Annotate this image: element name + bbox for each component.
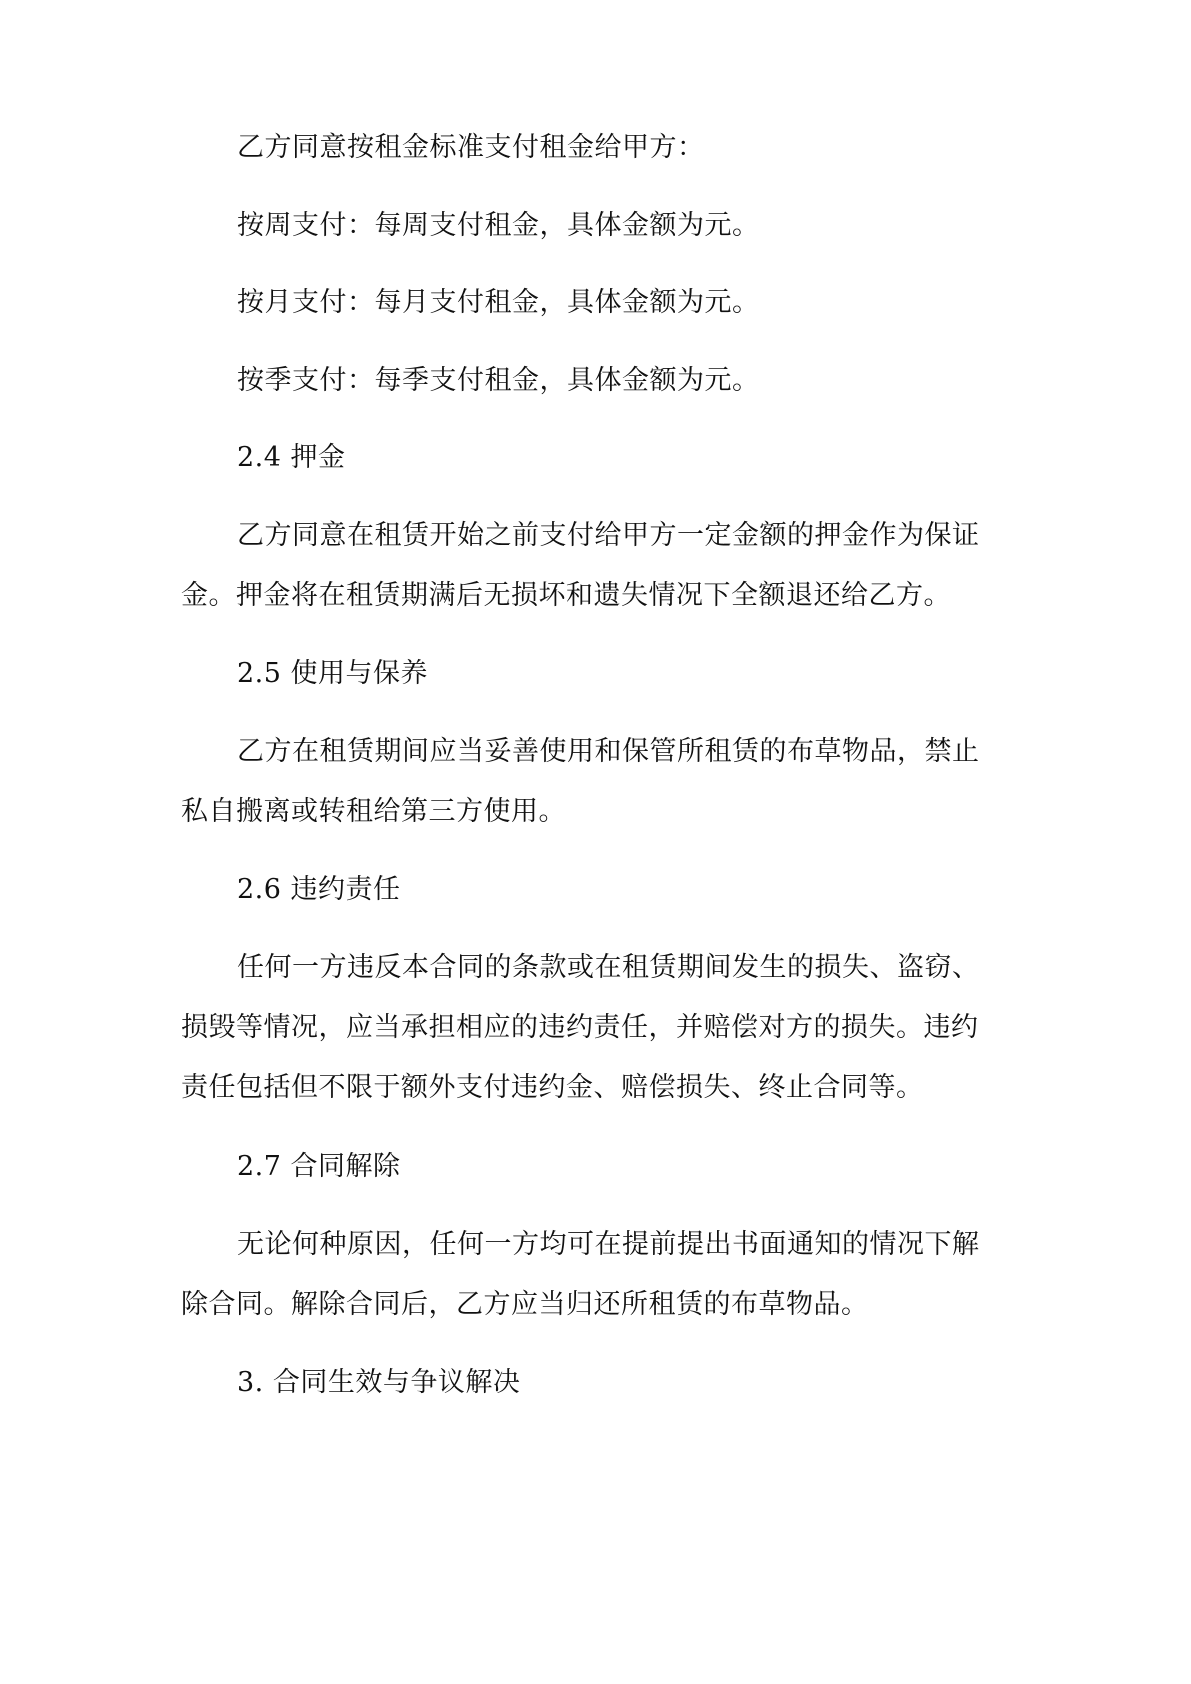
section-2-5-body-line1: 乙方在租赁期间应当妥善使用和保管所租赁的布草物品，禁止 (237, 736, 980, 767)
section-2-4-body-line2: 金。押金将在租赁期满后无损坏和遗失情况下全额退还给乙方。 (181, 580, 951, 611)
section-2-6-body-line2: 损毁等情况，应当承担相应的违约责任，并赔偿对方的损失。违约 (181, 1012, 979, 1043)
section-2-5-heading: 2.5 使用与保养 (237, 658, 429, 689)
payment-quarterly: 按季支付：每季支付租金，具体金额为元。 (237, 365, 760, 396)
payment-weekly: 按周支付：每周支付租金，具体金额为元。 (237, 210, 760, 241)
section-2-6-heading: 2.6 违约责任 (237, 874, 401, 905)
payment-monthly: 按月支付：每月支付租金，具体金额为元。 (237, 287, 760, 318)
payment-intro: 乙方同意按租金标准支付租金给甲方： (237, 132, 705, 163)
section-2-4-body-line1: 乙方同意在租赁开始之前支付给甲方一定金额的押金作为保证 (237, 520, 980, 551)
section-2-7-heading: 2.7 合同解除 (237, 1151, 401, 1182)
section-3-heading: 3. 合同生效与争议解决 (237, 1367, 521, 1398)
section-2-5-body-line2: 私自搬离或转租给第三方使用。 (181, 796, 566, 827)
section-2-6-body-line1: 任何一方违反本合同的条款或在租赁期间发生的损失、盗窃、 (237, 952, 980, 983)
section-2-7-body-line1: 无论何种原因，任何一方均可在提前提出书面通知的情况下解 (237, 1229, 980, 1260)
section-2-6-body-line3: 责任包括但不限于额外支付违约金、赔偿损失、终止合同等。 (181, 1072, 924, 1103)
section-2-4-heading: 2.4 押金 (237, 442, 346, 473)
section-2-7-body-line2: 除合同。解除合同后，乙方应当归还所租赁的布草物品。 (181, 1289, 869, 1320)
